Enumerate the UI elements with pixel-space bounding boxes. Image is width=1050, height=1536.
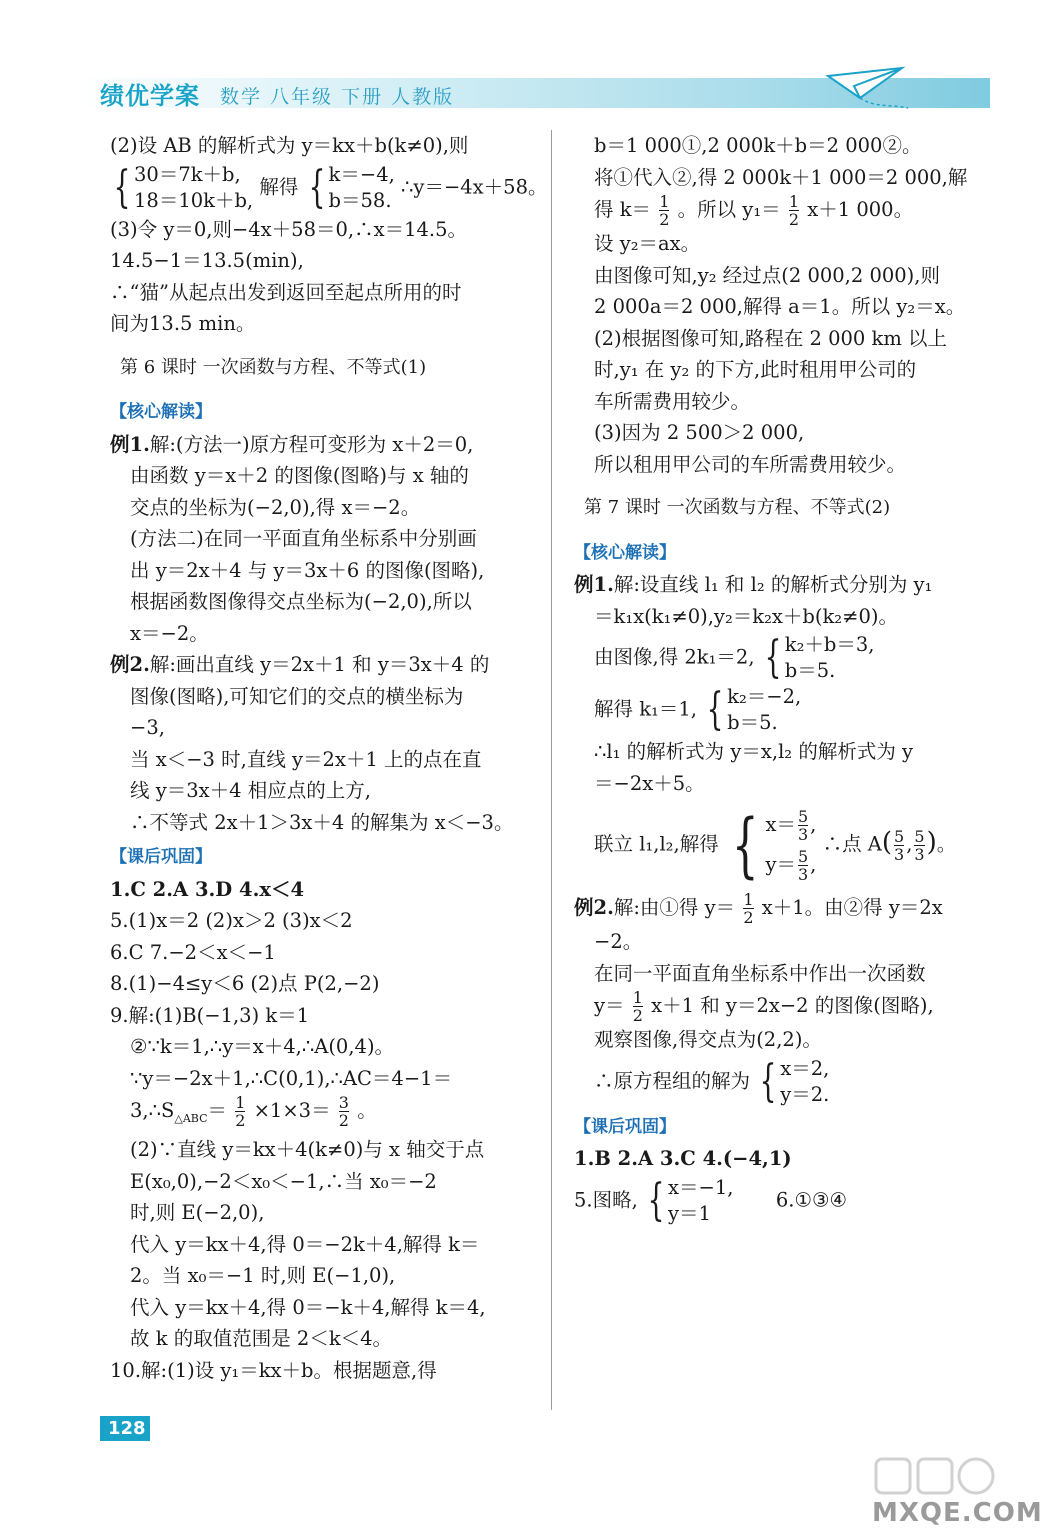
text-line: 图像(图略),可知它们的交点的横坐标为	[130, 684, 464, 708]
text-line: 当 x＜−3 时,直线 y＝2x＋1 上的点在直	[130, 747, 482, 771]
text-line: 所以租用甲公司的车所需费用较少。	[594, 452, 907, 476]
text-line: ＝−2x＋5。	[594, 771, 705, 795]
equation-system: { 30＝7k＋b, 18＝10k＋b,	[113, 161, 254, 213]
text-line: −3,	[130, 716, 165, 739]
brand-logo: 绩优学案	[100, 82, 200, 110]
text-line: 出 y＝2x＋4 与 y＝3x＋6 的图像(图略),	[130, 558, 485, 582]
fraction: $\frac{1}{2}$	[788, 192, 800, 229]
fraction: $\frac{5}{3}$	[894, 826, 905, 864]
equation-line: 解得 k₁＝1, { k₂＝−2, b＝5.	[594, 684, 802, 735]
text-line: 在同一平面直角坐标系中作出一次函数	[594, 961, 926, 985]
fraction: $\frac{1}{2}$	[743, 890, 754, 927]
text-line: y＝ $\frac{1}{2}$ x＋1 和 y＝2x−2 的图像(图略),	[594, 988, 934, 1025]
text-line: 线 y＝3x＋4 相应点的上方,	[130, 779, 371, 802]
fraction: $\frac{5}{3}$	[797, 847, 809, 884]
text-line: 2 000a＝2 000,解得 a＝1。所以 y₂＝x。	[594, 295, 966, 318]
text-line: 例1.解:设直线 l₁ 和 l₂ 的解析式分别为 y₁	[574, 573, 933, 596]
text-line: ∴“猫”从起点出发到返回至起点所用的时	[110, 280, 462, 304]
equation-system: { x＝−1, y＝1	[647, 1174, 734, 1226]
text-line: 代入 y＝kx＋4,得 0＝−2k＋4,解得 k＝	[130, 1232, 480, 1256]
text-line: 设 y₂＝ax。	[594, 232, 701, 255]
answer-line: 8.(1)−4≤y＜6 (2)点 P(2,−2)	[110, 972, 380, 995]
text-line: (2)∵直线 y＝kx＋4(k≠0)与 x 轴交于点	[130, 1138, 485, 1162]
answer-line: 1.C 2.A 3.D 4.x＜4	[110, 877, 305, 901]
text-line: ∴不等式 2x＋1＞3x＋4 的解集为 x＜−3。	[130, 810, 514, 834]
brace-icon: {	[647, 1174, 665, 1226]
text-line: (3)因为 2 500＞2 000,	[594, 421, 805, 444]
text-line: 由图像可知,y₂ 经过点(2 000,2 000),则	[594, 263, 940, 287]
text-line: 车所需费用较少。	[594, 389, 751, 413]
page-header	[0, 72, 1000, 114]
text-line: 得 k＝ $\frac{1}{2}$ 。所以 y₁＝ $\frac{1}{2}$ x＋1 000。	[594, 192, 914, 229]
text-line: 观察图像,得交点为(2,2)。	[594, 1028, 822, 1051]
equation-line: 由图像,得 2k₁＝2, { k₂＋b＝3, b＝5.	[594, 632, 875, 683]
text-line: 代入 y＝kx＋4,得 0＝−k＋4,解得 k＝4,	[130, 1295, 486, 1319]
text-line: 时,则 E(−2,0),	[130, 1201, 265, 1225]
brace-icon: {	[759, 1055, 777, 1107]
equation-line: 联立 l₁,l₂,解得 { x＝ $\frac{5}{3}$ , y＝ $\frac{5}{3}$ , ∴点 A( $\frac{5}{3}$ , $\frac{5}{3}$ )。	[594, 804, 957, 886]
text-line: 将①代入②,得 2 000k＋1 000＝2 000,解	[594, 165, 968, 189]
fraction: $\frac{1}{2}$	[235, 1093, 246, 1130]
lesson-heading: 第 6 课时 一次函数与方程、不等式(1)	[120, 356, 427, 378]
page-number: 128	[104, 1416, 150, 1441]
answer-line: 5.图略, { x＝−1, y＝1 6.①③④	[574, 1174, 847, 1226]
equation-line: { 30＝7k＋b, 18＝10k＋b, 解得 { k＝−4, b＝58. ∴y＝−4x＋58。	[110, 162, 535, 214]
answer-line: 6.C 7.−2＜x＜−1	[110, 940, 276, 964]
answer-line: 9.解:(1)B(−1,3) k＝1	[110, 1003, 310, 1027]
text-line: 例2.解:画出直线 y＝2x＋1 和 y＝3x＋4 的	[110, 653, 490, 676]
equation-system: { x＝ $\frac{5}{3}$ , y＝ $\frac{5}{3}$ ,	[731, 804, 817, 886]
text-line: 14.5−1＝13.5(min),	[110, 249, 304, 272]
fraction: $\frac{1}{2}$	[659, 192, 670, 229]
equation-system: { k₂＋b＝3, b＝5.	[764, 632, 875, 683]
text-line: 时,y₁ 在 y₂ 的下方,此时租用甲公司的	[594, 358, 917, 381]
text-line: 交点的坐标为(−2,0),得 x＝−2。	[130, 495, 421, 519]
fraction: $\frac{1}{2}$	[632, 988, 643, 1025]
text-line: $3,\therefore S_{\triangle ABC}=$ $\frac{1}{2}$ ×1×3＝ $\frac{3}{2}$ 。	[130, 1093, 377, 1130]
text-line: ＝k₁x(k₁≠0),y₂＝k₂x＋b(k₂≠0)。	[594, 604, 898, 628]
equation-system: { x＝2, y＝2.	[759, 1055, 830, 1107]
fraction: $\frac{5}{3}$	[797, 807, 809, 844]
equation-system: { k₂＝−2, b＝5.	[706, 684, 802, 735]
brace-icon: {	[308, 161, 325, 213]
brace-icon: {	[764, 632, 782, 683]
section-tag: 【核心解读】	[110, 402, 212, 422]
text-line: −2。	[594, 930, 643, 953]
text-line: x＝−2。	[130, 621, 209, 645]
column-divider	[551, 130, 552, 1410]
section-tag: 【课后巩固】	[110, 847, 212, 867]
brace-icon: {	[731, 804, 759, 886]
text-line: (2)设 AB 的解析式为 y＝kx＋b(k≠0),则	[110, 134, 469, 157]
text-line: ∵y＝−2x＋1,∴C(0,1),∴AC＝4−1＝	[130, 1066, 453, 1090]
book-info: 数学 八年级 下册 人教版	[220, 86, 455, 108]
left-column	[110, 130, 548, 1386]
fraction: $\frac{3}{2}$	[338, 1093, 349, 1130]
text-line: 间为13.5 min。	[110, 312, 256, 335]
fraction: $\frac{5}{3}$	[914, 826, 925, 864]
watermark-text: MXQE.COM	[872, 1498, 1043, 1528]
answer-line: 1.B 2.A 3.C 4.(−4,1)	[574, 1147, 792, 1170]
paper-plane-icon	[820, 64, 910, 114]
text-line: 根据函数图像得交点坐标为(−2,0),所以	[130, 590, 472, 613]
text-line: 2。当 x₀＝−1 时,则 E(−1,0),	[130, 1264, 396, 1288]
text-line: 由函数 y＝x＋2 的图像(图略)与 x 轴的	[130, 464, 469, 487]
right-column	[574, 130, 999, 1227]
text-line: 例2.解:由①得 y＝ $\frac{1}{2}$ x＋1。由②得 y＝2x	[574, 890, 943, 927]
equation-line: ∴原方程组的解为 { x＝2, y＝2.	[594, 1055, 830, 1107]
brace-icon: {	[706, 684, 724, 735]
brace-icon: {	[113, 161, 131, 213]
text-line: (2)根据图像可知,路程在 2 000 km 以上	[594, 326, 948, 350]
text-line: 例1.解:(方法一)原方程可变形为 x＋2＝0,	[110, 432, 474, 456]
text-line: (3)令 y＝0,则−4x＋58＝0,∴x＝14.5。	[110, 217, 468, 241]
text-line: (方法二)在同一平面直角坐标系中分别画	[130, 527, 477, 550]
section-tag: 【课后巩固】	[574, 1116, 676, 1137]
answer-line: 5.(1)x＝2 (2)x＞2 (3)x＜2	[110, 909, 353, 932]
section-tag: 【核心解读】	[574, 542, 676, 563]
text-line: 故 k 的取值范围是 2＜k＜4。	[130, 1327, 393, 1351]
equation-system: { k＝−4, b＝58.	[308, 161, 395, 213]
text-line: ②∵k＝1,∴y＝x＋4,∴A(0,4)。	[130, 1035, 395, 1058]
text-line: ∴l₁ 的解析式为 y＝x,l₂ 的解析式为 y	[594, 740, 914, 763]
answer-line: 10.解:(1)设 y₁＝kx＋b。根据题意,得	[110, 1358, 437, 1382]
lesson-heading: 第 7 课时 一次函数与方程、不等式(2)	[584, 497, 891, 518]
text-line: E(x₀,0),−2＜x₀＜−1,∴当 x₀＝−2	[130, 1169, 437, 1193]
text-line: b＝1 000①,2 000k＋b＝2 000②。	[594, 134, 922, 157]
